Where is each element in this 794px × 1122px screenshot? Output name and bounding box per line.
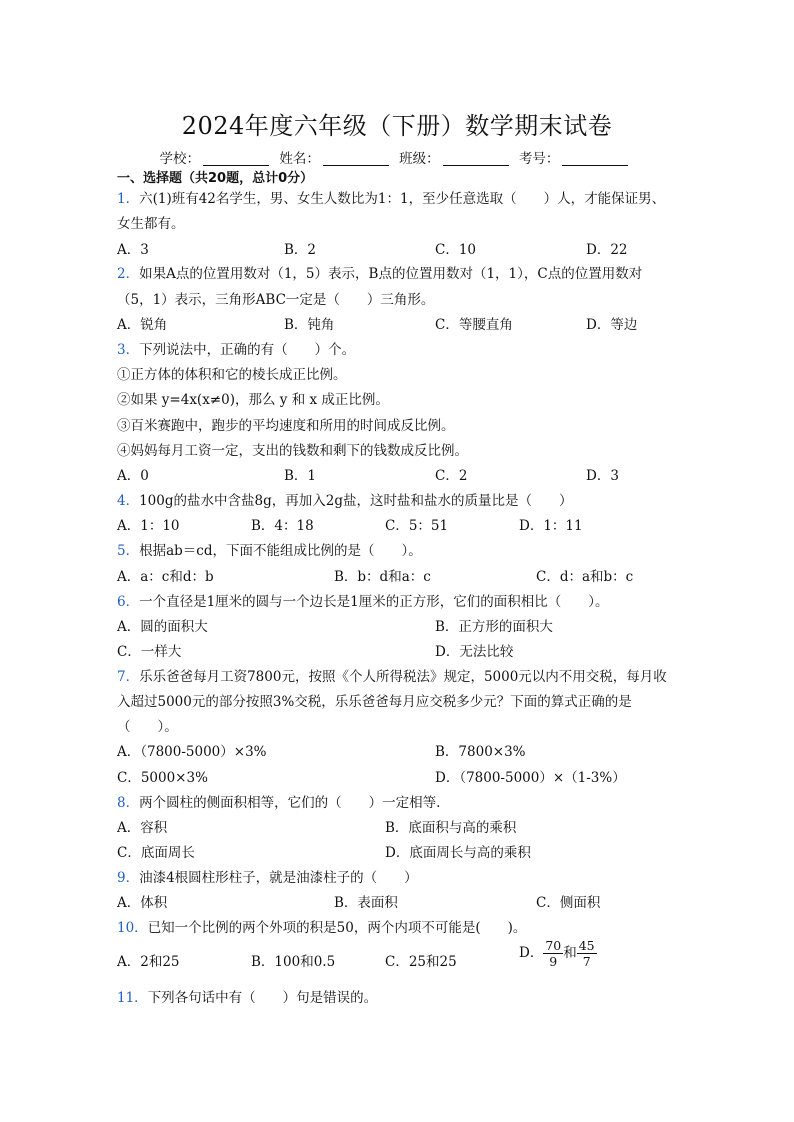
option-c[interactable]: C．25和25 — [385, 954, 457, 970]
option-c[interactable]: C．d：a和b：c — [536, 569, 634, 585]
option-d-connector: 和 — [563, 945, 577, 961]
option-b[interactable]: B．7800×3% — [435, 744, 526, 760]
section-heading: 一、选择题（共20题，总计0分） — [117, 171, 314, 186]
school-blank[interactable] — [203, 151, 269, 166]
option-c[interactable]: C．5000×3% — [117, 770, 208, 786]
question-number: 3． — [117, 342, 140, 358]
option-a[interactable]: A．a：c和d：b — [117, 569, 214, 585]
number-blank[interactable] — [562, 151, 628, 166]
question-2-line2: （5，1）表示，三角形ABC一定是（ ）三角形。 — [117, 292, 435, 308]
option-d[interactable]: D．（7800-5000）×（1-3%） — [435, 770, 626, 786]
option-a[interactable]: A．（7800-5000）×3% — [117, 744, 267, 760]
fraction-denominator: 9 — [549, 954, 558, 969]
question-10 — [117, 916, 526, 936]
question-text: 100g的盐水中含盐8g，再加入2g盐，这时盐和盐水的质量比是（ ） — [139, 493, 573, 509]
question-number: 9． — [117, 870, 140, 886]
option-b[interactable]: B．底面积与高的乘积 — [385, 820, 517, 836]
option-a[interactable]: A．锐角 — [117, 317, 168, 333]
question-text: 乐乐爸爸每月工资7800元，按照《个人所得税法》规定，5000元以内不用交税，每月收 — [139, 669, 667, 685]
option-d[interactable] — [519, 938, 597, 969]
option-b[interactable]: B．4：18 — [251, 518, 314, 534]
question-text: 已知一个比例的两个外项的积是50，两个内项不可能是( )。 — [147, 920, 527, 936]
option-c[interactable]: C．5：51 — [385, 518, 449, 534]
option-a[interactable]: A．0 — [117, 468, 149, 484]
option-a[interactable]: A．2和25 — [117, 954, 180, 970]
question-text: 下列各句话中有（ ）句是错误的。 — [147, 990, 378, 1006]
question-2 — [117, 262, 642, 282]
option-d[interactable]: D．等边 — [586, 317, 638, 333]
question-number: 8． — [117, 795, 140, 811]
question-text: 六(1)班有42名学生，男、女生人数比为1：1，至少任意选取（ ）人，才能保证男、 — [139, 191, 666, 207]
fraction-numerator: 70 — [545, 938, 562, 953]
option-a[interactable]: A．圆的面积大 — [117, 619, 208, 635]
option-c[interactable]: C．10 — [435, 242, 477, 258]
page-title: 2024年度六年级（下册）数学期末试卷 — [181, 112, 613, 140]
option-b[interactable]: B．表面积 — [334, 895, 398, 911]
statement-1: ①正方体的体积和它的棱长成正比例。 — [117, 367, 347, 383]
class-blank[interactable] — [443, 151, 509, 166]
option-b[interactable]: B．钝角 — [284, 317, 335, 333]
option-d[interactable]: D．3 — [586, 468, 619, 484]
option-a[interactable]: A．1：10 — [117, 518, 180, 534]
question-text: 一个直径是1厘米的圆与一个边长是1厘米的正方形，它们的面积相比（ ）。 — [139, 594, 609, 610]
option-b[interactable]: B．b：d和a：c — [334, 569, 431, 585]
option-a[interactable]: A．容积 — [117, 820, 168, 836]
question-number: 1． — [117, 191, 140, 207]
option-a[interactable]: A．3 — [117, 242, 149, 258]
fraction-45-7 — [577, 938, 597, 969]
question-number: 4． — [117, 493, 140, 509]
option-d[interactable]: D．无法比较 — [435, 644, 514, 660]
question-9 — [117, 866, 418, 886]
fraction-numerator: 45 — [578, 938, 595, 953]
option-c[interactable]: C．侧面积 — [536, 895, 601, 911]
question-1 — [117, 187, 665, 207]
question-number: 10． — [117, 920, 148, 936]
question-text: 两个圆柱的侧面积相等，它们的（ ）一定相等. — [139, 795, 441, 811]
name-label: 姓名： — [279, 151, 320, 167]
question-6 — [117, 590, 609, 610]
option-d[interactable]: D．1：11 — [519, 518, 583, 534]
option-d[interactable]: D．22 — [586, 242, 628, 258]
statement-2: ②如果 y=4x(x≠0)，那么 y 和 x 成正比例。 — [117, 392, 389, 408]
question-7-line3: （ ）。 — [117, 719, 178, 735]
fraction-denominator: 7 — [582, 954, 591, 969]
option-b[interactable]: B．100和0.5 — [251, 954, 336, 970]
option-c[interactable]: C．等腰直角 — [435, 317, 513, 333]
question-text: 根据ab＝cd，下面不能组成比例的是（ ）。 — [139, 543, 422, 559]
number-label: 考号： — [518, 151, 560, 167]
option-d[interactable]: D．底面周长与高的乘积 — [385, 845, 531, 861]
option-a[interactable]: A．体积 — [117, 895, 168, 911]
option-c[interactable]: C．底面周长 — [117, 845, 195, 861]
statement-3: ③百米赛跑中，跑步的平均速度和所用的时间成反比例。 — [117, 418, 455, 434]
question-4 — [117, 489, 572, 509]
question-11 — [117, 986, 377, 1006]
question-text: 油漆4根圆柱形柱子，就是油漆柱子的（ ） — [139, 870, 418, 886]
question-3 — [117, 338, 355, 358]
question-number: 5． — [117, 543, 140, 559]
class-label: 班级： — [399, 151, 440, 167]
option-b[interactable]: B．正方形的面积大 — [435, 619, 553, 635]
question-8 — [117, 791, 440, 811]
question-number: 11． — [117, 990, 148, 1006]
option-b[interactable]: B．1 — [284, 468, 317, 484]
question-text: 下列说法中，正确的有（ ）个。 — [139, 342, 356, 358]
option-b[interactable]: B．2 — [284, 242, 317, 258]
question-7 — [117, 665, 667, 685]
statement-4: ④妈妈每月工资一定，支出的钱数和剩下的钱数成反比例。 — [117, 443, 468, 459]
name-blank[interactable] — [323, 151, 389, 166]
fraction-70-9 — [543, 938, 563, 969]
question-5 — [117, 539, 422, 559]
option-d-prefix: D． — [519, 945, 544, 961]
option-c[interactable]: C．一样大 — [117, 644, 182, 660]
question-text: 如果A点的位置用数对（1，5）表示，B点的位置用数对（1，1），C点的位置用数对 — [139, 266, 643, 282]
question-1-line2: 女生都有。 — [117, 216, 185, 232]
question-7-line2: 入超过5000元的部分按照3%交税，乐乐爸爸每月应交税多少元？下面的算式正确的是 — [117, 694, 632, 710]
option-c[interactable]: C．2 — [435, 468, 468, 484]
question-number: 6． — [117, 594, 140, 610]
question-number: 7． — [117, 669, 140, 685]
question-number: 2． — [117, 266, 140, 282]
student-info-row — [0, 147, 794, 167]
school-label: 学校： — [159, 151, 201, 167]
